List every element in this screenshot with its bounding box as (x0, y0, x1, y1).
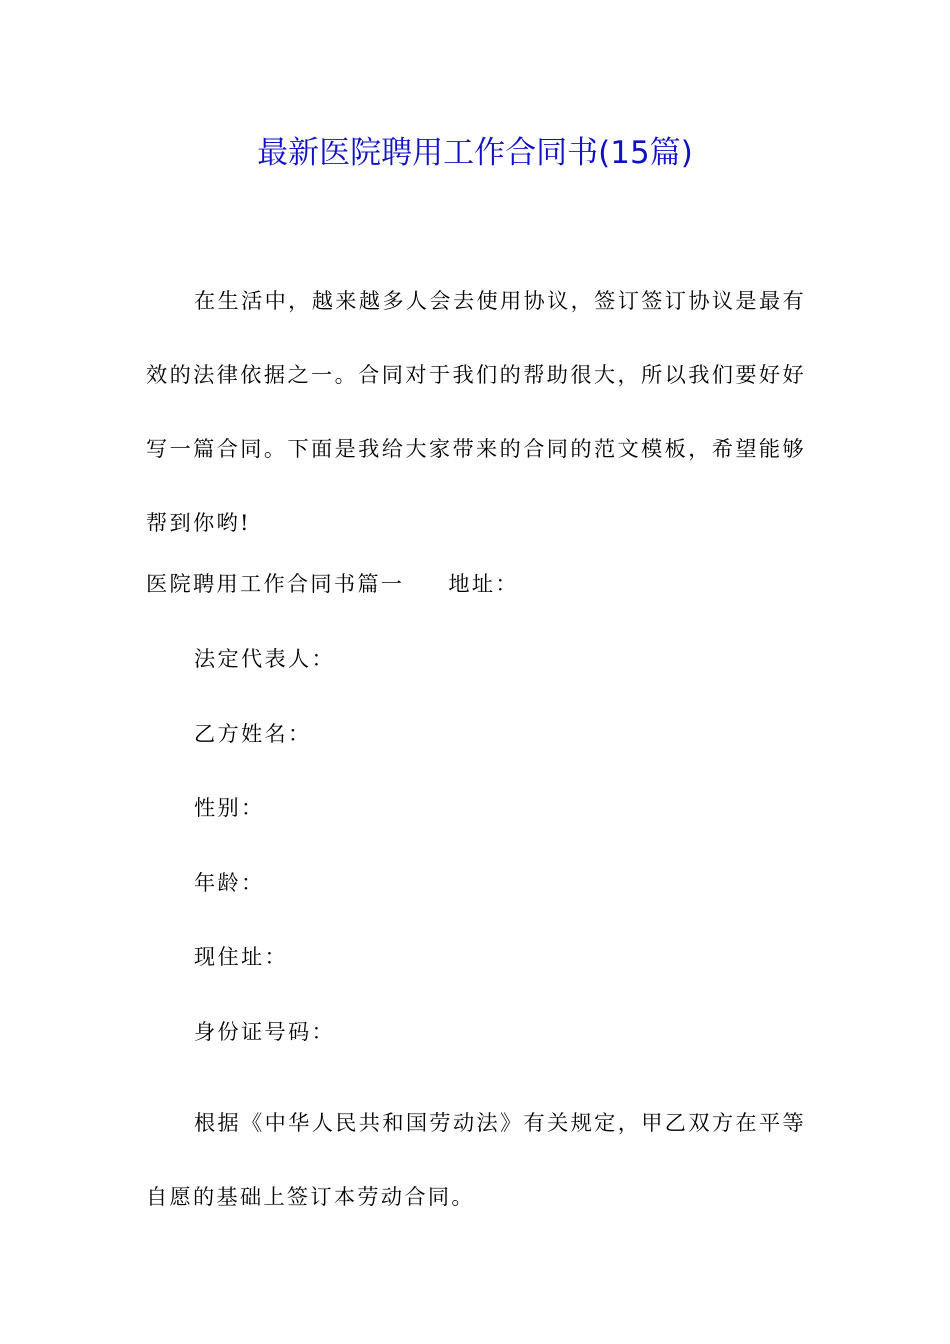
field-party-b-name: 乙方姓名： (194, 721, 312, 746)
field-id-number: 身份证号码： (194, 1019, 335, 1044)
labor-law-paragraph: 根据《中华人民共和国劳动法》有关规定，甲乙双方在平等自愿的基础上签订本劳动合同。 (146, 1110, 806, 1209)
intro-paragraph: 在生活中，越来越多人会去使用协议，签订签订协议是最有效的法律依据之一。合同对于我们的帮助很大，所以我们要好好写一篇合同。下面是我给大家带来的合同的范文模板，希望能够帮到你哟! (146, 288, 806, 535)
document-title: 最新医院聘用工作合同书(15篇) (257, 135, 693, 171)
section-heading: 医院聘用工作合同书篇一 (146, 571, 405, 596)
section-heading-line (146, 564, 519, 604)
field-gender: 性别： (194, 795, 265, 820)
field-age: 年龄： (194, 870, 265, 895)
field-legal-representative: 法定代表人： (194, 646, 335, 671)
field-current-address: 现住址： (194, 944, 288, 969)
address-label: 地址： (448, 571, 519, 596)
